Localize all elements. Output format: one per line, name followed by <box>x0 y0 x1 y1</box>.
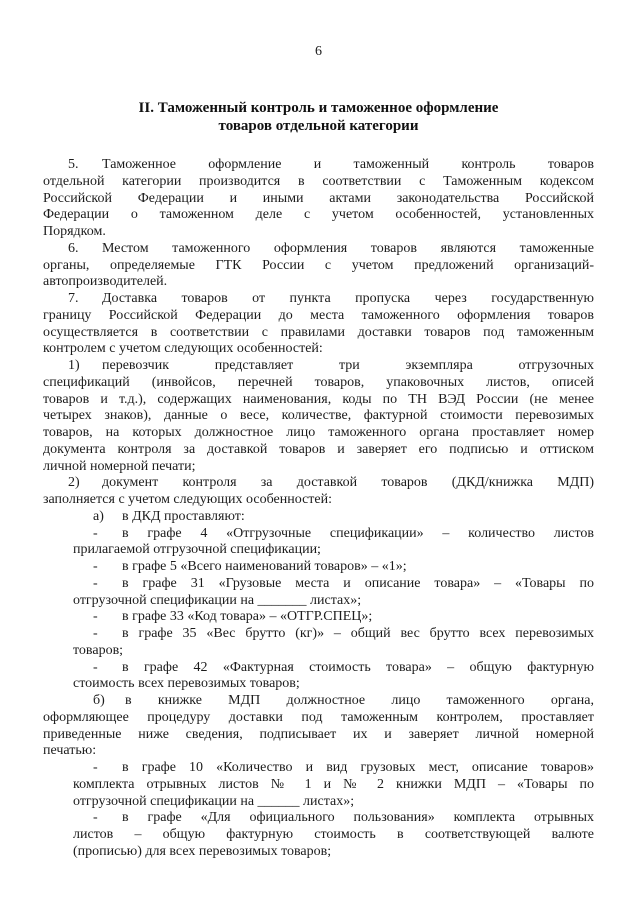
para-7-line-3: осуществляется в соответствии с правилами доставки товаров под таможенным <box>43 324 594 340</box>
para-6-label: 6. <box>68 240 79 256</box>
item-1-line-1: 1) перевозчик представляет три экземпляра отгрузочных <box>68 358 594 373</box>
dash-grafa-official-label: - <box>93 810 98 826</box>
item-b-line-2: оформляющее процедуру доставки под таможенным контролем, проставляет <box>43 709 594 725</box>
item-1-line-6: документа контроля за доставкой товаров и заверяет его подписью и оттиском <box>43 441 594 457</box>
dash-grafa-31-line-2: отгрузочной спецификации на _______ листах»; <box>73 592 362 608</box>
item-1-label: 1) <box>68 358 80 373</box>
para-5-line-3: Российской Федерации и иными актами законодательства Российской <box>43 190 594 206</box>
item-1-line-4: четырех знаков), данные о весе, количестве, фактурной стоимости перевозимых <box>43 408 594 424</box>
dash-grafa-42 <box>43 660 594 694</box>
dash-grafa-42-line-2: стоимость всех перевозимых товаров; <box>73 676 300 692</box>
section-heading-line-1: II. Таможенный контроль и таможенное оформление <box>138 100 499 116</box>
item-2-line-1: 2) документ контроля за доставкой товаров (ДКД/книжка МДП) <box>68 475 594 491</box>
dash-grafa-10 <box>43 760 594 810</box>
item-a <box>43 509 594 526</box>
dash-grafa-33 <box>43 609 594 626</box>
item-1-line-2: спецификаций (инвойсов, перечней товаров, упаковочных листов, описей <box>43 374 594 390</box>
dash-grafa-33-label: - <box>93 609 98 625</box>
para-6-line-3: автопроизводителей. <box>43 274 168 290</box>
dash-grafa-4 <box>43 526 594 560</box>
para-7-line-1: 7. Доставка товаров от пункта пропуска через государственную <box>68 291 594 306</box>
para-7-label: 7. <box>68 291 79 306</box>
dash-grafa-31-label: - <box>93 575 98 591</box>
para-7 <box>43 291 594 358</box>
dash-grafa-4-line-2: прилагаемой отгрузочной спецификации; <box>73 542 321 558</box>
dash-grafa-35-line-2: товаров; <box>73 642 124 658</box>
item-2-line-2: заполняется с учетом следующих особенностей: <box>43 492 332 507</box>
item-b-line-1: б) в книжке МДП должностное лицо таможенного органа, <box>93 693 594 708</box>
dash-grafa-31 <box>43 576 594 610</box>
dash-grafa-10-line-1: - в графе 10 «Количество и вид грузовых мест, описание товаров» <box>93 760 594 775</box>
para-6-line-1: 6. Местом таможенного оформления товаров являются таможенные <box>68 240 594 256</box>
para-6-line-2: органы, определяемые ГТК России с учетом предложений организаций- <box>43 257 594 273</box>
section-heading <box>43 99 594 135</box>
item-b-line-4: печатью: <box>43 743 97 759</box>
item-1-line-5: товаров, на которых должностное лицо таможенного органа проставляет номер <box>43 425 594 440</box>
dash-grafa-35-line-1: - в графе 35 «Вес брутто (кг)» – общий вес брутто всех перевозимых <box>93 626 594 641</box>
para-7-line-2: границу Российской Федерации до места таможенного оформления товаров <box>43 307 594 323</box>
dash-grafa-10-label: - <box>93 760 98 775</box>
item-2 <box>43 475 594 509</box>
para-5-label: 5. <box>68 157 79 172</box>
dash-grafa-35 <box>43 626 594 660</box>
dash-grafa-4-line-1: - в графе 4 «Отгрузочные спецификации» – количество листов <box>93 525 594 541</box>
section-heading-line-2: товаров отдельной категории <box>218 118 419 134</box>
dash-grafa-official-line-2: листов – общую фактурную стоимость в соответствующей валюте <box>73 827 594 842</box>
item-2-label: 2) <box>68 475 80 491</box>
para-5-line-5: Порядком. <box>43 224 106 239</box>
item-a-line-1: а) в ДКД проставляют: <box>93 508 245 524</box>
item-b <box>43 693 594 760</box>
dash-grafa-42-line-1: - в графе 42 «Фактурная стоимость товара» – общую фактурную <box>93 659 594 675</box>
para-5 <box>43 157 594 241</box>
dash-grafa-10-line-3: отгрузочной спецификации на ______ листах»; <box>73 793 355 809</box>
document-body <box>43 157 594 861</box>
dash-grafa-official-line-1: - в графе «Для официального пользования» комплекта отрывных <box>93 810 594 826</box>
para-5-line-2: отдельной категории производится в соответствии с Таможенным кодексом <box>43 173 594 189</box>
item-b-line-3: приведенные ниже сведения, подписывает их и заверяет личной номерной <box>43 726 594 742</box>
para-5-line-4: Федерации о таможенном деле с учетом особенностей, установленных <box>43 207 594 223</box>
dash-grafa-33-line-1: - в графе 33 «Код товара» – «ОТГР.СПЕЦ»; <box>93 609 373 625</box>
para-5-line-1: 5. Таможенное оформление и таможенный контроль товаров <box>68 157 594 172</box>
item-1-line-7: личной номерной печати; <box>43 458 196 474</box>
item-1-line-3: товаров и т.д.), содержащих наименования, коды по ТН ВЭД России (не менее <box>43 391 594 407</box>
dash-grafa-4-label: - <box>93 525 98 541</box>
dash-grafa-official-line-3: (прописью) для всех перевозимых товаров; <box>73 843 332 859</box>
dash-grafa-5 <box>43 559 594 576</box>
page-number: 6 <box>315 44 322 59</box>
dash-grafa-5-label: - <box>93 559 98 574</box>
dash-grafa-31-line-1: - в графе 31 «Грузовые места и описание товара» – «Товары по <box>93 575 594 591</box>
dash-grafa-35-label: - <box>93 626 98 641</box>
item-a-label: а) <box>93 508 104 524</box>
para-6 <box>43 241 594 291</box>
dash-grafa-10-line-2: комплекта отрывных листов № 1 и № 2 книжки МДП – «Товары по <box>73 776 594 792</box>
item-b-label: б) <box>93 693 105 708</box>
dash-grafa-42-label: - <box>93 659 98 675</box>
item-1 <box>43 358 594 475</box>
dash-grafa-5-line-1: - в графе 5 «Всего наименований товаров» – «1»; <box>93 559 407 574</box>
para-7-line-4: контролем с учетом следующих особенностей: <box>43 341 323 357</box>
dash-grafa-official <box>43 810 594 860</box>
